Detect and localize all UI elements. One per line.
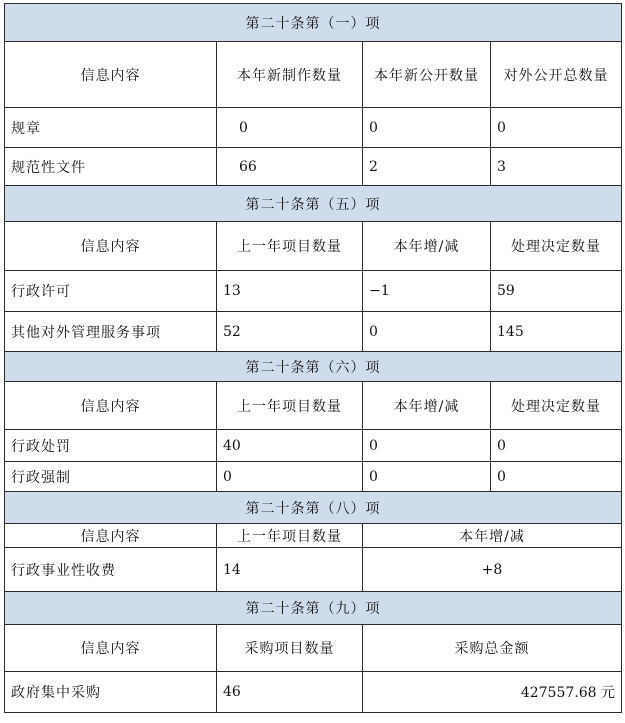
table-cell: 0: [363, 312, 491, 352]
disclosure-table: [4, 3, 622, 713]
column-header: 处理决定数量: [491, 222, 622, 271]
table-cell: 40: [217, 430, 363, 462]
table-cell: 0: [217, 108, 363, 148]
column-header: 信息内容: [5, 42, 217, 108]
table-cell: 2: [363, 148, 491, 186]
column-header: 对外公开总数量: [491, 42, 622, 108]
row-label: 其他对外管理服务事项: [5, 312, 217, 352]
table-row: [5, 548, 622, 592]
table-cell: +8: [363, 548, 622, 592]
column-header: 信息内容: [5, 222, 217, 271]
column-header: 上一年项目数量: [217, 382, 363, 430]
column-header: 本年增/减: [363, 222, 491, 271]
column-header-row: [5, 625, 622, 672]
row-label: 规章: [5, 108, 217, 148]
section-header-row: [5, 492, 622, 524]
table-row: [5, 312, 622, 352]
disclosure-table-container: [4, 3, 622, 713]
row-label: 行政强制: [5, 462, 217, 492]
row-label: 行政许可: [5, 271, 217, 312]
table-row: [5, 271, 622, 312]
column-header: 采购项目数量: [217, 625, 363, 672]
section-title: 第二十条第（一）项: [5, 4, 622, 42]
table-cell: 0: [363, 430, 491, 462]
table-cell: 0: [217, 462, 363, 492]
table-cell: 52: [217, 312, 363, 352]
column-header: 上一年项目数量: [217, 222, 363, 271]
row-label: 行政处罚: [5, 430, 217, 462]
column-header: 信息内容: [5, 625, 217, 672]
column-header: 本年新制作数量: [217, 42, 363, 108]
column-header: 信息内容: [5, 524, 217, 548]
table-cell: 46: [217, 672, 363, 713]
table-cell: 0: [363, 108, 491, 148]
table-cell: 0: [491, 108, 622, 148]
table-cell: 13: [217, 271, 363, 312]
column-header: 采购总金额: [363, 625, 622, 672]
column-header-row: [5, 524, 622, 548]
column-header-row: [5, 42, 622, 108]
table-cell: 0: [491, 462, 622, 492]
section-header-row: [5, 592, 622, 625]
column-header: 处理决定数量: [491, 382, 622, 430]
column-header: 本年增/减: [363, 382, 491, 430]
section-title: 第二十条第（六）项: [5, 352, 622, 382]
row-label: 规范性文件: [5, 148, 217, 186]
column-header: 本年增/减: [363, 524, 622, 548]
row-label: 政府集中采购: [5, 672, 217, 713]
table-row: [5, 108, 622, 148]
table-cell: 14: [217, 548, 363, 592]
table-cell: −1: [363, 271, 491, 312]
column-header-row: [5, 382, 622, 430]
table-row: [5, 148, 622, 186]
row-label: 行政事业性收费: [5, 548, 217, 592]
section-title: 第二十条第（八）项: [5, 492, 622, 524]
section-header-row: [5, 186, 622, 222]
column-header-row: [5, 222, 622, 271]
section-header-row: [5, 4, 622, 42]
section-header-row: [5, 352, 622, 382]
column-header: 本年新公开数量: [363, 42, 491, 108]
table-cell: 0: [363, 462, 491, 492]
table-row: [5, 672, 622, 713]
table-cell: 66: [217, 148, 363, 186]
table-cell: 59: [491, 271, 622, 312]
table-cell: 145: [491, 312, 622, 352]
column-header: 信息内容: [5, 382, 217, 430]
section-title: 第二十条第（五）项: [5, 186, 622, 222]
column-header: 上一年项目数量: [217, 524, 363, 548]
table-row: [5, 462, 622, 492]
table-cell: 0: [491, 430, 622, 462]
section-title: 第二十条第（九）项: [5, 592, 622, 625]
table-row: [5, 430, 622, 462]
table-cell: 427557.68 元: [363, 672, 622, 713]
table-cell: 3: [491, 148, 622, 186]
